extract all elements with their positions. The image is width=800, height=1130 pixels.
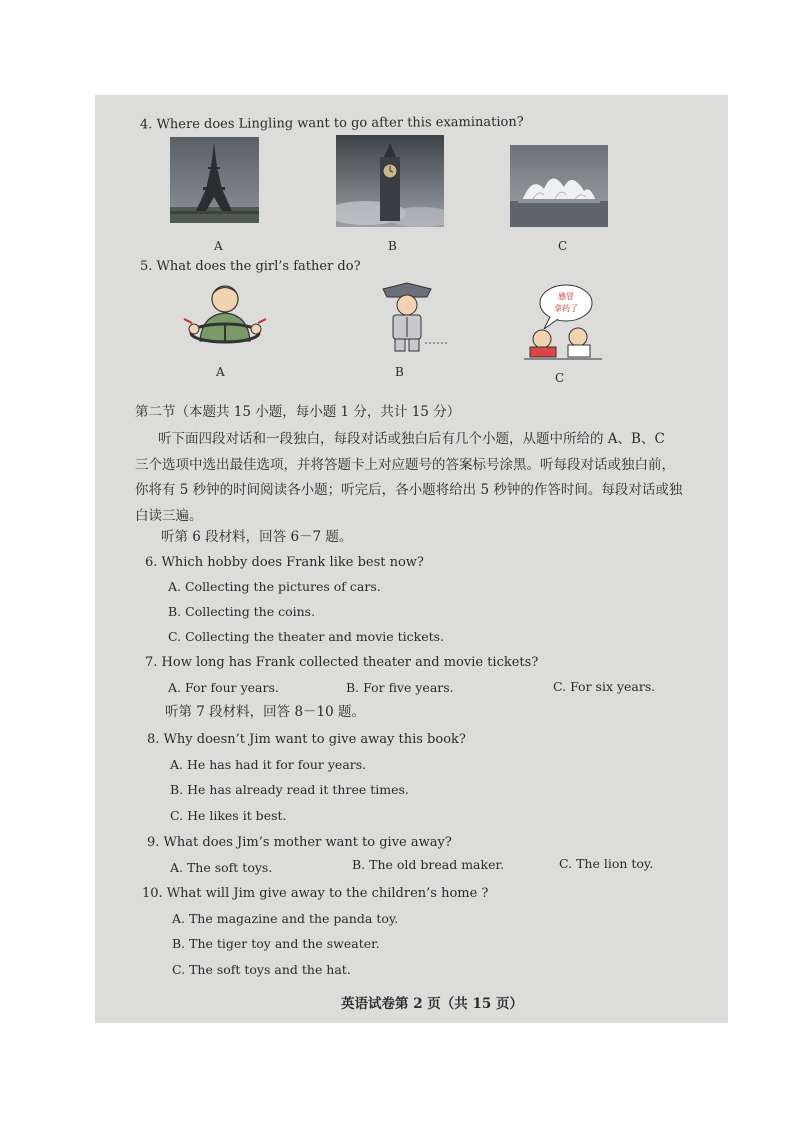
q9-option-b: B. The old bread maker.	[352, 857, 505, 872]
q4-picture-c	[510, 145, 608, 227]
page-footer: 英语试卷第 2 页（共 15 页）	[341, 996, 523, 1012]
q5-option-b: B	[395, 365, 404, 379]
q9-option-a: A. The soft toys.	[170, 860, 273, 875]
q4-option-b: B	[388, 239, 397, 253]
q5-question: 5. What does the girl’s father do?	[140, 259, 361, 274]
q6-question: 6. Which hobby does Frank like best now?	[145, 555, 424, 570]
q7-question: 7. How long has Frank collected theater and movie tickets?	[145, 655, 539, 670]
q5-bubble-line-1: 感冒	[558, 292, 574, 301]
q4-option-a: A	[214, 239, 223, 253]
instructions-line-3: 你将有 5 秒钟的时间阅读各小题；听完后，各小题将给出 5 秒钟的作答时间。每段对话或独	[135, 482, 683, 498]
q9-option-c: C. The lion toy.	[559, 856, 654, 871]
q6-option-c: C. Collecting the theater and movie tickets.	[168, 629, 445, 644]
instructions-line-1: 听下面四段对话和一段独白，每段对话或独白后有几个小题，从题中所给的 A、B、C	[158, 431, 665, 447]
q5-bubble-line-2: 拿药了	[554, 304, 578, 313]
section-heading: 第二节（本题共 15 小题，每小题 1 分，共计 15 分）	[135, 404, 461, 420]
instructions-line-4: 白读三遍。	[135, 508, 203, 524]
material-6-note: 听第 6 段材料，回答 6－7 题。	[161, 529, 353, 545]
q4-picture-b	[336, 135, 444, 227]
q4-picture-a	[170, 137, 259, 223]
q9-question: 9. What does Jim’s mother want to give away?	[147, 835, 452, 850]
material-7-note: 听第 7 段材料，回答 8－10 题。	[165, 704, 366, 720]
q6-option-a: A. Collecting the pictures of cars.	[168, 579, 381, 594]
instructions-line-2: 三个选项中选出最佳选项，并将答题卡上对应题号的答案标号涂黑。听每段对话或独白前，	[135, 457, 675, 473]
q10-question: 10. What will Jim give away to the children’s home ?	[142, 886, 489, 901]
q4-option-c: C	[558, 239, 568, 253]
q7-option-b: B. For five years.	[346, 680, 454, 695]
q8-option-a: A. He has had it for four years.	[170, 757, 367, 772]
q8-question: 8. Why doesn’t Jim want to give away this book?	[147, 732, 466, 747]
q10-option-c: C. The soft toys and the hat.	[172, 962, 351, 977]
q5-picture-b	[363, 279, 453, 355]
q6-option-b: B. Collecting the coins.	[168, 604, 316, 619]
q5-option-a: A	[216, 365, 225, 379]
q7-option-a: A. For four years.	[168, 680, 279, 695]
q10-option-a: A. The magazine and the panda toy.	[172, 911, 399, 926]
q5-option-c: C	[555, 371, 565, 385]
q5-picture-a	[180, 281, 270, 353]
exam-sheet	[95, 95, 728, 1023]
q10-option-b: B. The tiger toy and the sweater.	[172, 936, 380, 951]
q4-question: 4. Where does Lingling want to go after this examination?	[139, 114, 524, 133]
q8-option-c: C. He likes it best.	[170, 808, 287, 823]
q7-option-c: C. For six years.	[553, 679, 656, 694]
q5-picture-c	[520, 281, 606, 363]
q8-option-b: B. He has already read it three times.	[170, 782, 409, 797]
